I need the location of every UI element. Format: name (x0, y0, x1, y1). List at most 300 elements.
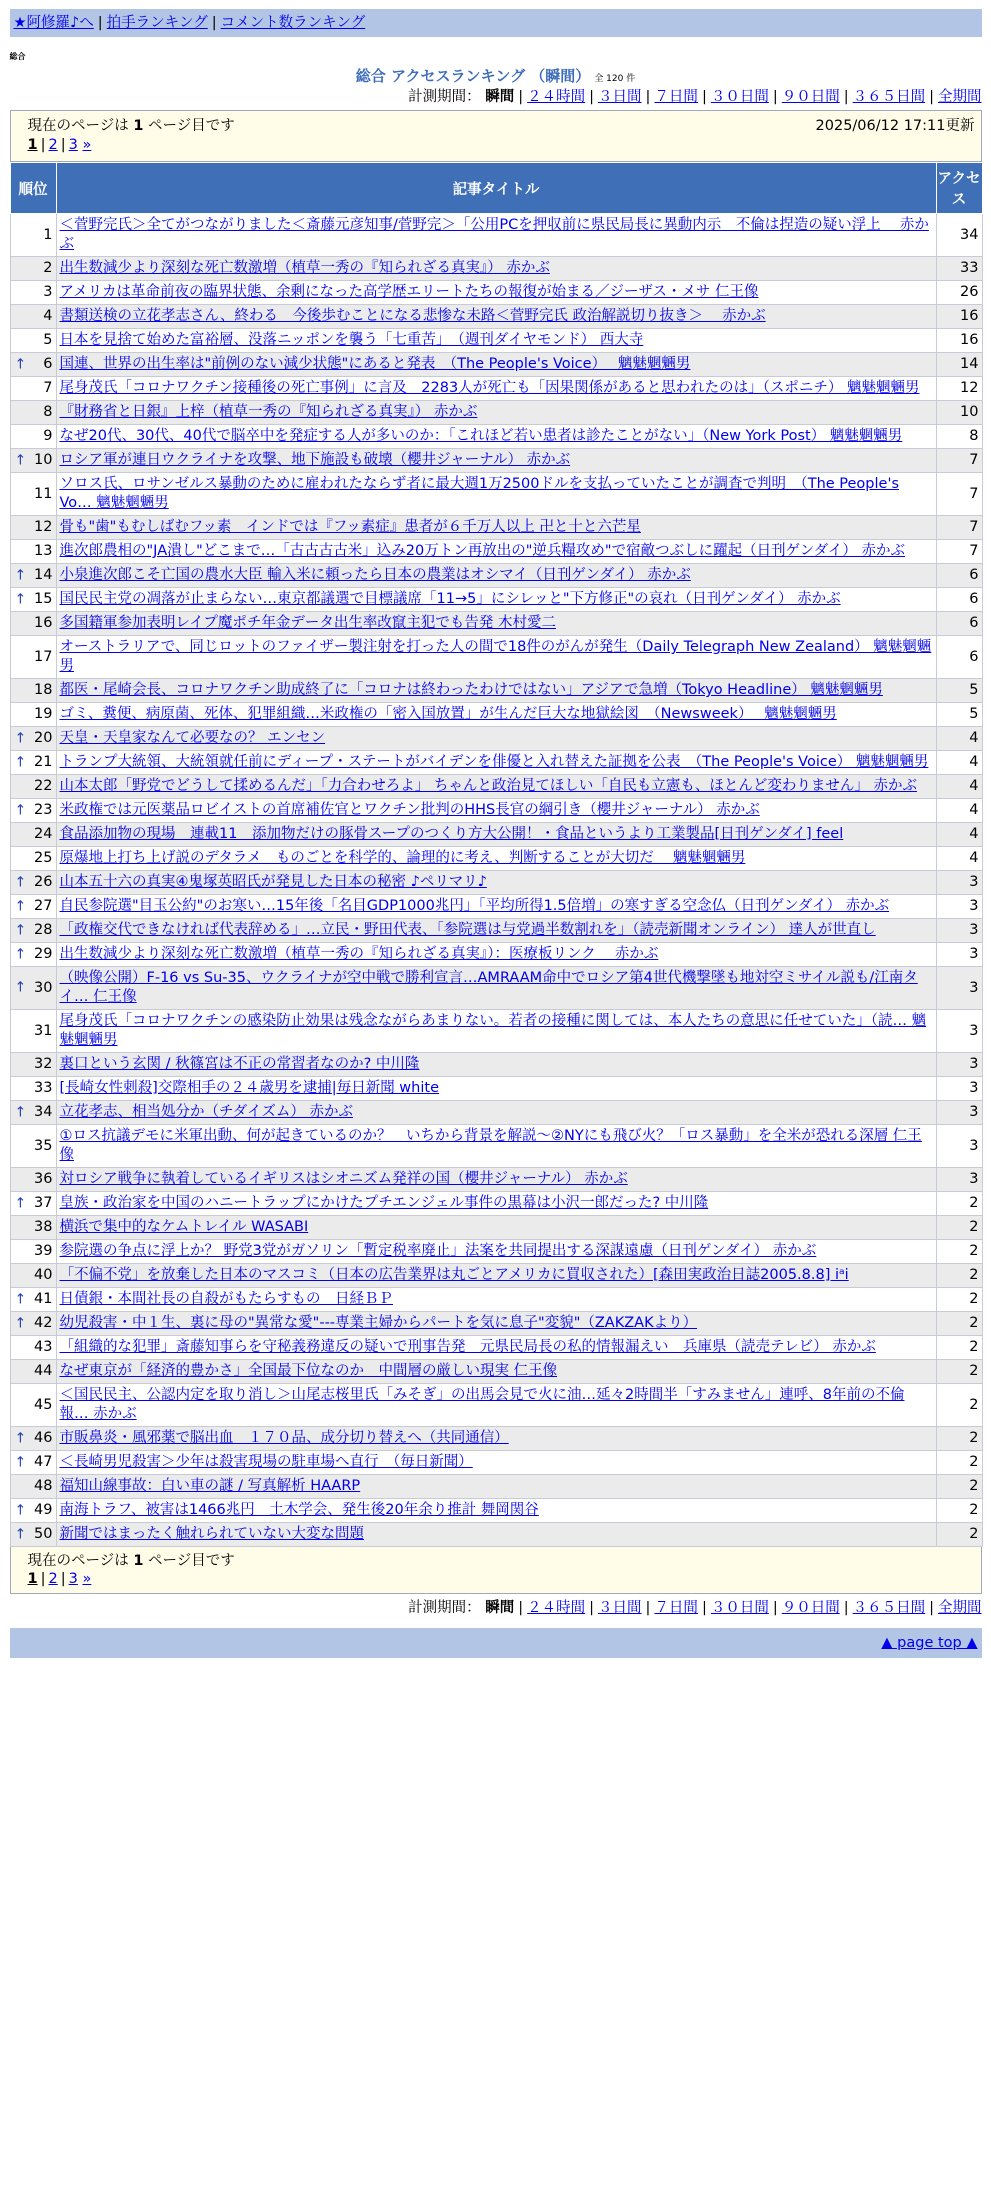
article-link[interactable]: 尾身茂氏「コロナワクチン接種後の死亡事例」に言及 2283人が死亡も「因果関係があると思われたのは」（スポニチ） 魑魅魍魎男 (59, 380, 920, 396)
nav-separator: | (97, 15, 103, 31)
article-link[interactable]: ＜菅野完氏＞全てがつながりました＜斎藤元彦知事/菅野完＞「公用PCを押収前に県民局長に異動内示 不倫は捏造の疑い浮上 赤かぶ (59, 217, 929, 252)
period-current: 瞬間 (485, 1600, 515, 1616)
rank-number: 32 (34, 1056, 53, 1072)
period-label: 計測期間： (408, 1600, 481, 1616)
title-cell (56, 1192, 936, 1216)
rank-number: 34 (34, 1104, 53, 1120)
rank-number: 6 (43, 356, 53, 372)
rank-number: 21 (34, 754, 53, 770)
rank-cell (10, 1523, 56, 1547)
page-top-link[interactable]: ▲ page top ▲ (881, 1635, 978, 1651)
title-cell (56, 775, 936, 799)
rank-cell (10, 305, 56, 329)
up-arrow-icon: ↑ (14, 730, 27, 746)
title-cell (56, 679, 936, 703)
up-arrow-icon: ↑ (14, 591, 27, 607)
table-row (10, 1427, 982, 1451)
article-link[interactable]: 日本を見捨て始めた富裕層、没落ニッポンを襲う「七重苦」 （週刊ダイヤモンド） 西大寺 (59, 332, 644, 348)
pager-next[interactable]: » (82, 137, 92, 153)
title-cell (56, 751, 936, 775)
article-link[interactable]: 横浜で集中的なケムトレイル WASABI (59, 1219, 309, 1235)
table-row (10, 281, 982, 305)
title-cell (56, 703, 936, 727)
access-count: 6 (936, 636, 982, 679)
title-cell (56, 1523, 936, 1547)
rank-number: 23 (34, 802, 53, 818)
access-count: 2 (936, 1288, 982, 1312)
article-link[interactable]: ソロス氏、ロサンゼルス暴動のために雇われたならず者に最大週1万2500ドルを支払っていたことが調査で判明 （The People's Vo… 魑魅魍魎男 (59, 476, 900, 511)
article-link[interactable]: 国連、世界の出生率は"前例のない減少状態"にあると発表 （The People's Voice） 魑魅魍魎男 (59, 356, 691, 372)
title-cell (56, 329, 936, 353)
table-row (10, 401, 982, 425)
access-count: 5 (936, 703, 982, 727)
table-row (10, 1077, 982, 1101)
title-cell (56, 612, 936, 636)
rank-number: 5 (43, 332, 53, 348)
article-link[interactable]: 幼児殺害・中１生、裏に母の"異常な愛"---専業主婦からパートを気に息子"変貌"（ZAKZAKより） (59, 1315, 698, 1331)
rank-cell (10, 612, 56, 636)
article-link[interactable]: 福知山線事故：白い車の謎 / 写真解析 HAARP (59, 1478, 361, 1494)
up-arrow-icon: ↑ (14, 1195, 27, 1211)
title-cell (56, 516, 936, 540)
up-arrow-icon: ↑ (14, 754, 27, 770)
article-link[interactable]: 市販鼻炎・風邪薬で脳出血 １７０品、成分切り替えへ（共同通信） (59, 1430, 509, 1446)
rank-cell (10, 214, 56, 257)
period-option-all[interactable]: 全期間 (938, 89, 982, 105)
rank-number: 37 (34, 1195, 53, 1211)
table-row (10, 353, 982, 377)
table-row (10, 1336, 982, 1360)
title-cell (56, 1077, 936, 1101)
top-nav (10, 9, 982, 37)
article-link[interactable]: 多国籍軍参加表明レイプ魔ポチ年金データ出生率改竄主犯でも告発 木村愛二 (59, 615, 556, 631)
access-count: 2 (936, 1384, 982, 1427)
table-row (10, 1264, 982, 1288)
rank-number: 29 (34, 946, 53, 962)
access-count: 10 (936, 401, 982, 425)
article-link[interactable]: （映像公開）F-16 vs Su-35、ウクライナが空中戦で勝利宣言…AMRAAM命中でロシア第4世代機撃墜も地対空ミサイル説も/江南タイ… 仁王像 (59, 970, 918, 1005)
article-link[interactable]: ＜長崎男児殺害＞少年は殺害現場の駐車場へ直行 （毎日新聞） (59, 1454, 473, 1470)
title-cell (56, 1288, 936, 1312)
article-link[interactable]: 新聞ではまったく触れられていない大変な問題 (59, 1526, 364, 1542)
rank-number: 4 (43, 308, 53, 324)
rank-cell (10, 871, 56, 895)
rank-cell (10, 727, 56, 751)
table-row (10, 612, 982, 636)
access-count: 5 (936, 679, 982, 703)
rank-number: 16 (34, 615, 53, 631)
rank-number: 13 (34, 543, 53, 559)
article-link[interactable]: 日債銀・本間社長の自殺がもたらすもの 日経ＢＰ (59, 1291, 393, 1307)
table-row (10, 943, 982, 967)
article-link[interactable]: 出生数減少より深刻な死亡数激増（植草一秀の『知られざる真実』）：医療板リンク 赤かぶ (59, 946, 659, 962)
rank-cell (10, 967, 56, 1010)
pager-page-2[interactable]: 2 (48, 1571, 58, 1587)
rank-cell (10, 1475, 56, 1499)
footer-bar (10, 1628, 982, 1658)
pager-next[interactable]: » (82, 1571, 92, 1587)
period-option-365d[interactable]: ３６５日間 (852, 89, 926, 105)
rank-number: 3 (43, 284, 53, 300)
table-row (10, 1168, 982, 1192)
article-link[interactable]: 山本太郎「野党でどうして揉めるんだ」「力合わせろよ」 ちゃんと政治見てほしい「自民も立憲も、ほとんど変わりません」 赤かぶ (59, 778, 917, 794)
rank-cell (10, 1499, 56, 1523)
article-link[interactable]: なぜ20代、30代、40代で脳卒中を発症する人が多いのか：「これほど若い患者は診たことがない」（New York Post） 魑魅魍魎男 (59, 428, 903, 444)
rank-number: 1 (43, 226, 53, 243)
period-selector-bottom: 計測期間： 瞬間 | ２４時間 | ３日間 | ７日間 | ３０日間 | ９０日間 | ３６５日間 | 全期間 (408, 1600, 982, 1616)
rank-number: 26 (34, 874, 53, 890)
access-count: 6 (936, 612, 982, 636)
up-arrow-icon: ↑ (14, 874, 27, 890)
page (10, 0, 982, 1658)
table-row (10, 449, 982, 473)
period-option-3d[interactable]: ３日間 (598, 1600, 642, 1616)
article-link[interactable]: 「組織的な犯罪」斎藤知事らを守秘義務違反の疑いで刑事告発 元県民局長の私的情報漏えい 兵庫県（読売テレビ） 赤かぶ (59, 1339, 876, 1355)
access-count: 34 (936, 214, 982, 257)
period-option-90d[interactable]: ９０日間 (781, 1600, 840, 1616)
rank-cell (10, 703, 56, 727)
rank-number: 8 (43, 404, 53, 420)
ranking-table (10, 162, 983, 1547)
pager-current: 1 (27, 137, 38, 153)
article-link[interactable]: 「不偏不党」を放棄した日本のマスコミ（日本の広告業界は丸ごとアメリカに買収された）[森田実政治日誌2005.8.8] i͏ᵃi (59, 1267, 849, 1283)
access-count: 4 (936, 751, 982, 775)
table-row (10, 214, 982, 257)
period-option-30d[interactable]: ３０日間 (710, 89, 769, 105)
access-count: 3 (936, 1077, 982, 1101)
period-option-30d[interactable]: ３０日間 (710, 1600, 769, 1616)
rank-number: 25 (34, 850, 53, 866)
article-link[interactable]: 裏口という玄関 / 秋篠宮は不正の常習者なのか? 中川隆 (59, 1056, 420, 1072)
table-row (10, 329, 982, 353)
title-cell (56, 1010, 936, 1053)
access-count: 7 (936, 516, 982, 540)
access-count: 2 (936, 1336, 982, 1360)
article-link[interactable]: ロシア軍が連日ウクライナを攻撃、地下施設も破壊（櫻井ジャーナル） 赤かぶ (59, 452, 571, 468)
table-row (10, 703, 982, 727)
access-count: 7 (936, 473, 982, 516)
rank-cell (10, 895, 56, 919)
rank-cell (10, 1336, 56, 1360)
section-label: 総合 (9, 52, 26, 61)
table-row (10, 1312, 982, 1336)
period-option-90d[interactable]: ９０日間 (781, 89, 840, 105)
up-arrow-icon: ↑ (14, 979, 27, 996)
current-page-text-bottom: 現在のページは 1 ページ目です (27, 1553, 235, 1569)
table-row (10, 895, 982, 919)
table-row (10, 1053, 982, 1077)
table-row (10, 1101, 982, 1125)
access-count: 2 (936, 1192, 982, 1216)
rank-cell (10, 1010, 56, 1053)
up-arrow-icon: ↑ (14, 898, 27, 914)
table-row (10, 847, 982, 871)
table-row (10, 1451, 982, 1475)
rank-cell (10, 799, 56, 823)
title-cell (56, 1475, 936, 1499)
article-link[interactable]: 米政権では元医薬品ロビイストの首席補佐官とワクチン批判のHHS長官の綱引き（櫻井ジャーナル） 赤かぶ (59, 802, 760, 818)
table-row (10, 1384, 982, 1427)
rank-number: 19 (34, 706, 53, 722)
access-count: 12 (936, 377, 982, 401)
period-current: 瞬間 (485, 89, 515, 105)
period-option-3d[interactable]: ３日間 (598, 89, 642, 105)
period-option-24h[interactable]: ２４時間 (527, 1600, 586, 1616)
rank-number: 44 (34, 1363, 53, 1379)
title-cell (56, 1240, 936, 1264)
access-header: アクセス (936, 163, 982, 214)
rank-cell (10, 588, 56, 612)
article-link[interactable]: 立花孝志、相当処分か（チダイズム） 赤かぶ (59, 1104, 353, 1120)
period-option-24h[interactable]: ２４時間 (527, 89, 586, 105)
pager-page-3[interactable]: 3 (68, 137, 78, 153)
rank-cell (10, 1312, 56, 1336)
title-cell (56, 799, 936, 823)
table-row (10, 1192, 982, 1216)
title-cell (56, 1427, 936, 1451)
rank-header: 順位 (10, 163, 56, 214)
title-cell (56, 1101, 936, 1125)
title-cell (56, 425, 936, 449)
pager-page-2[interactable]: 2 (48, 137, 58, 153)
up-arrow-icon: ↑ (14, 1104, 27, 1120)
table-row (10, 919, 982, 943)
rank-number: 20 (34, 730, 53, 746)
access-count: 3 (936, 1053, 982, 1077)
period-label: 計測期間： (408, 89, 481, 105)
pager-bottom: 1 | 2 | 3 » (27, 1571, 92, 1587)
title-cell (56, 377, 936, 401)
table-header-row (10, 163, 982, 214)
table-row (10, 540, 982, 564)
article-link[interactable]: 原爆地上打ち上げ説のデタラメ ものごとを科学的、論理的に考え、判断することが大切だ 魑魅魍魎男 (59, 850, 746, 866)
article-link[interactable]: 食品添加物の現場 連載11 添加物だけの豚骨スープのつくり方大公開！・食品というより工業製品[日刊ゲンダイ] feel (59, 826, 844, 842)
up-arrow-icon: ↑ (14, 946, 27, 962)
table-row (10, 775, 982, 799)
rank-number: 11 (34, 485, 53, 502)
access-count: 6 (936, 564, 982, 588)
rank-number: 7 (43, 380, 53, 396)
article-link[interactable]: 『財務省と日銀』上梓（植草一秀の『知られざる真実』） 赤かぶ (59, 404, 478, 420)
rank-number: 18 (34, 682, 53, 698)
article-link[interactable]: トランプ大統領、大統領就任前にディープ・ステートがバイデンを俳優と入れ替えた証拠を公表 （The People's Voice） 魑魅魍魎男 (59, 754, 929, 770)
title-cell (56, 564, 936, 588)
up-arrow-icon: ↑ (14, 1502, 27, 1518)
table-row (10, 588, 982, 612)
title-cell (56, 636, 936, 679)
rank-cell (10, 449, 56, 473)
title-cell (56, 1360, 936, 1384)
article-link[interactable]: 皇族・政治家を中国のハニートラップにかけたプチエンジェル事件の黒幕は小沢一郎だった? 中川隆 (59, 1195, 709, 1211)
article-link[interactable]: ゴミ、糞便、病原菌、死体、犯罪組織…米政権の「密入国放置」が生んだ巨大な地獄絵図 （Newsweek） 魑魅魍魎男 (59, 706, 837, 722)
table-row (10, 967, 982, 1010)
period-option-365d[interactable]: ３６５日間 (852, 1600, 926, 1616)
comment-ranking-link[interactable]: コメント数ランキング (220, 15, 366, 31)
title-cell (56, 473, 936, 516)
rank-number: 43 (34, 1339, 53, 1355)
article-link[interactable]: 対ロシア戦争に執着しているイギリスはシオニズム発祥の国（櫻井ジャーナル） 赤かぶ (59, 1171, 628, 1187)
access-count: 33 (936, 257, 982, 281)
up-arrow-icon: ↑ (14, 452, 27, 468)
page-title: 総合 アクセスランキング （瞬間） (355, 67, 591, 85)
article-link[interactable]: 骨も"歯"もむしばむフッ素 インドでは『フッ素症』患者が６千万人以上 卍と十と六芒星 (59, 519, 641, 535)
title-cell (56, 1451, 936, 1475)
access-count: 26 (936, 281, 982, 305)
title-cell (56, 967, 936, 1010)
up-arrow-icon: ↑ (14, 356, 27, 372)
table-row (10, 305, 982, 329)
rank-number: 30 (34, 979, 53, 996)
up-arrow-icon: ↑ (14, 567, 27, 583)
table-row (10, 377, 982, 401)
up-arrow-icon: ↑ (14, 802, 27, 818)
access-count: 3 (936, 1168, 982, 1192)
rank-cell (10, 473, 56, 516)
pager: 1 | 2 | 3 » (27, 137, 92, 153)
access-count: 2 (936, 1312, 982, 1336)
access-count: 3 (936, 1101, 982, 1125)
title-cell (56, 1312, 936, 1336)
rank-cell (10, 1168, 56, 1192)
rank-cell (10, 353, 56, 377)
clap-ranking-link[interactable]: 拍手ランキング (106, 15, 208, 31)
period-option-all[interactable]: 全期間 (938, 1600, 982, 1616)
table-row (10, 1125, 982, 1168)
table-row (10, 751, 982, 775)
title-cell (56, 449, 936, 473)
up-arrow-icon: ↑ (14, 1454, 27, 1470)
article-link[interactable]: 「政権交代できなければ代表辞める」…立民・野田代表、「参院選は与党過半数割れを」（読売新聞オンライン） 達人が世直し (59, 922, 876, 938)
period-option-7d[interactable]: ７日間 (654, 89, 698, 105)
table-row (10, 1360, 982, 1384)
rank-cell (10, 1053, 56, 1077)
rank-number: 48 (34, 1478, 53, 1494)
period-selector: 計測期間： 瞬間 | ２４時間 | ３日間 | ７日間 | ３０日間 | ９０日間 | ３６５日間 | 全期間 (408, 89, 982, 105)
table-row (10, 1288, 982, 1312)
access-count: 2 (936, 1523, 982, 1547)
rank-number: 40 (34, 1267, 53, 1283)
article-link[interactable]: アメリカは革命前夜の臨界状態、余剰になった高学歴エリートたちの報復が始まる／ジーザス・メサ 仁王像 (59, 284, 759, 300)
rank-number: 46 (34, 1430, 53, 1446)
period-option-7d[interactable]: ７日間 (654, 1600, 698, 1616)
rank-cell (10, 1101, 56, 1125)
rank-cell (10, 1288, 56, 1312)
access-count: 2 (936, 1264, 982, 1288)
rank-number: 2 (43, 260, 53, 276)
up-arrow-icon: ↑ (14, 1526, 27, 1542)
article-link[interactable]: ①ロス抗議デモに米軍出動、何が起きているのか？ いちから背景を解説～②NYにも飛び火？「ロス暴動」を全米が恐れる深層 仁王像 (59, 1128, 922, 1163)
article-link[interactable]: なぜ東京が「経済的豊かさ」全国最下位なのか 中間層の厳しい現実 仁王像 (59, 1363, 558, 1379)
access-count: 7 (936, 449, 982, 473)
rank-cell (10, 329, 56, 353)
title-cell (56, 1336, 936, 1360)
access-count: 4 (936, 775, 982, 799)
title-cell (56, 919, 936, 943)
access-count: 3 (936, 895, 982, 919)
table-row (10, 823, 982, 847)
table-row (10, 1240, 982, 1264)
access-count: 4 (936, 823, 982, 847)
home-link[interactable]: ★阿修羅♪へ (13, 15, 94, 31)
article-link[interactable]: オーストラリアで、同じロットのファイザー製注射を打った人の間で18件のがんが発生（Daily Telegraph New Zealand） 魑魅魍魎男 (59, 639, 932, 674)
access-count: 3 (936, 967, 982, 1010)
rank-number: 45 (34, 1396, 53, 1413)
access-count: 2 (936, 1451, 982, 1475)
table-row (10, 636, 982, 679)
article-link[interactable]: ＜国民民主、公認内定を取り消し＞山尾志桜里氏「みそぎ」の出馬会見で火に油…延々2時間半「すみません」連呼、8年前の不倫報… 赤かぶ (59, 1387, 905, 1422)
access-count: 2 (936, 1360, 982, 1384)
article-link[interactable]: 自民参院選"目玉公約"のお寒い…15年後「名目GDP1000兆円」「平均所得1.5倍増」の寒すぎる空念仏（日刊ゲンダイ） 赤かぶ (59, 898, 890, 914)
rank-number: 24 (34, 826, 53, 842)
article-link[interactable]: 参院選の争点に浮上か？ 野党3党がガソリン「暫定税率廃止」法案を共同提出する深謀遠慮（日刊ゲンダイ） 赤かぶ (59, 1243, 817, 1259)
rank-number: 15 (34, 591, 53, 607)
article-link[interactable]: 天皇・天皇家なんて必要なの？ エンセン (59, 730, 326, 746)
rank-cell (10, 1264, 56, 1288)
access-count: 3 (936, 1125, 982, 1168)
rank-cell (10, 281, 56, 305)
rank-cell (10, 1427, 56, 1451)
rank-number: 41 (34, 1291, 53, 1307)
pager-page-3[interactable]: 3 (68, 1571, 78, 1587)
article-link[interactable]: 山本五十六の真実④鬼塚英昭氏が発見した日本の秘密 ♪ペリマリ♪ (59, 874, 487, 890)
rank-number: 38 (34, 1219, 53, 1235)
current-page-text: 現在のページは 1 ページ目です (27, 118, 235, 134)
total-count: 全 120 件 (594, 74, 636, 84)
article-link[interactable]: 出生数減少より深刻な死亡数激増（植草一秀の『知られざる真実』） 赤かぶ (59, 260, 550, 276)
article-link[interactable]: 南海トラフ、被害は1466兆円 土木学会、発生後20年余り推計 舞岡関谷 (59, 1502, 539, 1518)
rank-number: 50 (34, 1526, 53, 1542)
nav-separator: | (211, 15, 217, 31)
title-cell (56, 847, 936, 871)
table-row (10, 679, 982, 703)
article-link[interactable]: [長崎女性刺殺]交際相手の２４歳男を逮捕|毎日新聞 white (59, 1080, 439, 1096)
article-link[interactable]: 国民民主党の凋落が止まらない…東京都議選で目標議席「11→5」にシレッと"下方修正"の哀れ（日刊ゲンダイ） 赤かぶ (59, 591, 841, 607)
article-link[interactable]: 都医・尾崎会長、コロナワクチン助成終了に「コロナは終わったわけではない」アジアで急増（Tokyo Headline） 魑魅魍魎男 (59, 682, 883, 698)
access-count: 4 (936, 847, 982, 871)
pager-current: 1 (27, 1571, 38, 1587)
article-link[interactable]: 小泉進次郎こそ亡国の農水大臣 輸入米に頼ったら日本の農業はオシマイ（日刊ゲンダイ） 赤かぶ (59, 567, 691, 583)
title-cell (56, 588, 936, 612)
table-row (10, 1010, 982, 1053)
title-cell (56, 214, 936, 257)
rank-cell (10, 1192, 56, 1216)
rank-cell (10, 1451, 56, 1475)
rank-cell (10, 1360, 56, 1384)
rank-cell (10, 1125, 56, 1168)
title-cell (56, 257, 936, 281)
article-link[interactable]: 尾身茂氏「コロナワクチンの感染防止効果は残念ながらあまりない。若者の接種に関しては、本人たちの意思に任せていた」（読… 魑魅魍魎男 (59, 1013, 927, 1048)
rank-cell (10, 425, 56, 449)
access-count: 2 (936, 1499, 982, 1523)
table-row (10, 425, 982, 449)
rank-cell (10, 401, 56, 425)
rank-number: 22 (34, 778, 53, 794)
title-cell (56, 1264, 936, 1288)
title-cell (56, 871, 936, 895)
rank-cell (10, 775, 56, 799)
table-row (10, 516, 982, 540)
article-link[interactable]: 進次郎農相の"JA潰し"どこまで…「古古古古米」込み20万トン再放出の"逆兵糧攻め"で宿敵つぶしに躍起（日刊ゲンダイ） 赤かぶ (59, 543, 906, 559)
table-row (10, 1475, 982, 1499)
rank-cell (10, 679, 56, 703)
title-cell (56, 1168, 936, 1192)
page-info-top (10, 110, 982, 162)
access-count: 4 (936, 727, 982, 751)
rank-number: 33 (34, 1080, 53, 1096)
page-title-row (10, 66, 982, 86)
title-cell (56, 1053, 936, 1077)
article-link[interactable]: 書類送検の立花孝志さん、終わる 今後歩むことになる悲惨な未路＜菅野完氏 政治解説切り抜き＞ 赤かぶ (59, 308, 766, 324)
